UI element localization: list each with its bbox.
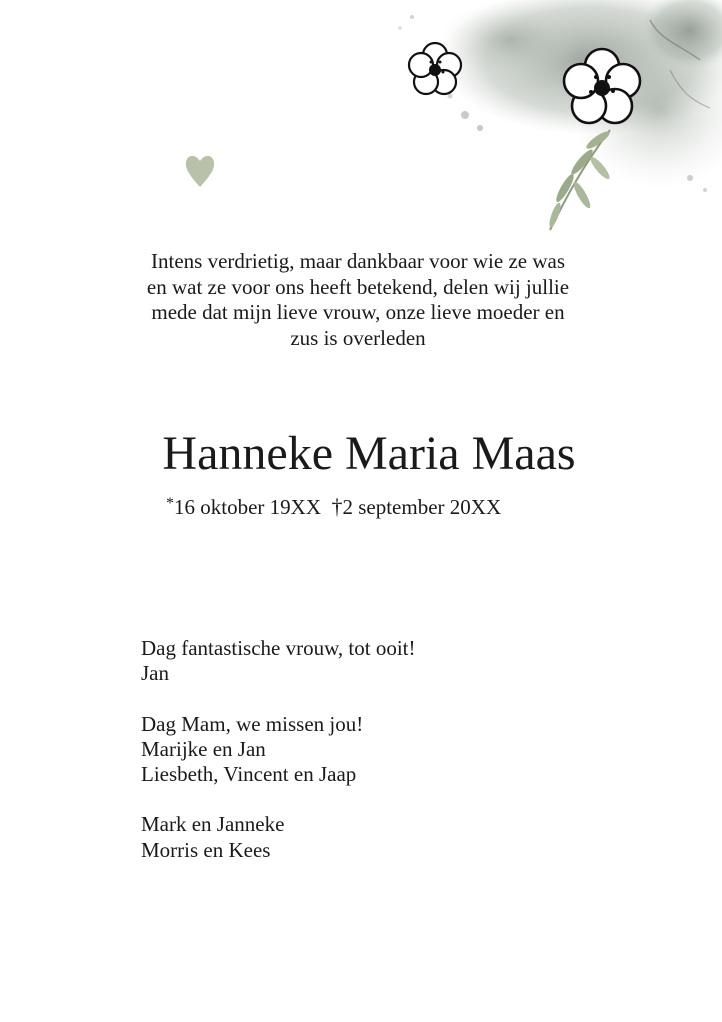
intro-text [100, 249, 616, 351]
heart-icon [182, 150, 218, 190]
birth-symbol: * [166, 495, 174, 512]
intro-line: zus is overleden [290, 325, 426, 350]
signature-line: Liesbeth, Vincent en Jaap [141, 762, 357, 786]
deceased-name: Hanneke Maria Maas [162, 427, 576, 480]
signature-line: Jan [141, 661, 169, 686]
family-messages [141, 636, 416, 863]
message-line: Dag Mam, we missen jou! [141, 711, 364, 736]
message-line: Dag fantastische vrouw, tot ooit! [141, 636, 416, 660]
intro-line: en wat ze voor ons heeft betekend, delen wij jullie [146, 274, 570, 299]
floral-decoration [360, 0, 722, 250]
signature-line: Morris en Kees [141, 837, 271, 862]
signature-line: Mark en Janneke [141, 812, 285, 837]
intro-line: mede dat mijn lieve vrouw, onze lieve moeder en [151, 300, 565, 324]
life-dates [166, 492, 501, 525]
death-date: 2 september 20XX [342, 495, 502, 519]
watercolor-foliage [398, 0, 722, 192]
birth-date: 16 oktober 19XX [174, 495, 321, 519]
intro-line: Intens verdrietig, maar dankbaar voor wie ze was [151, 249, 565, 273]
death-symbol: † [331, 494, 343, 519]
signature-line: Marijke en Jan [141, 736, 266, 761]
